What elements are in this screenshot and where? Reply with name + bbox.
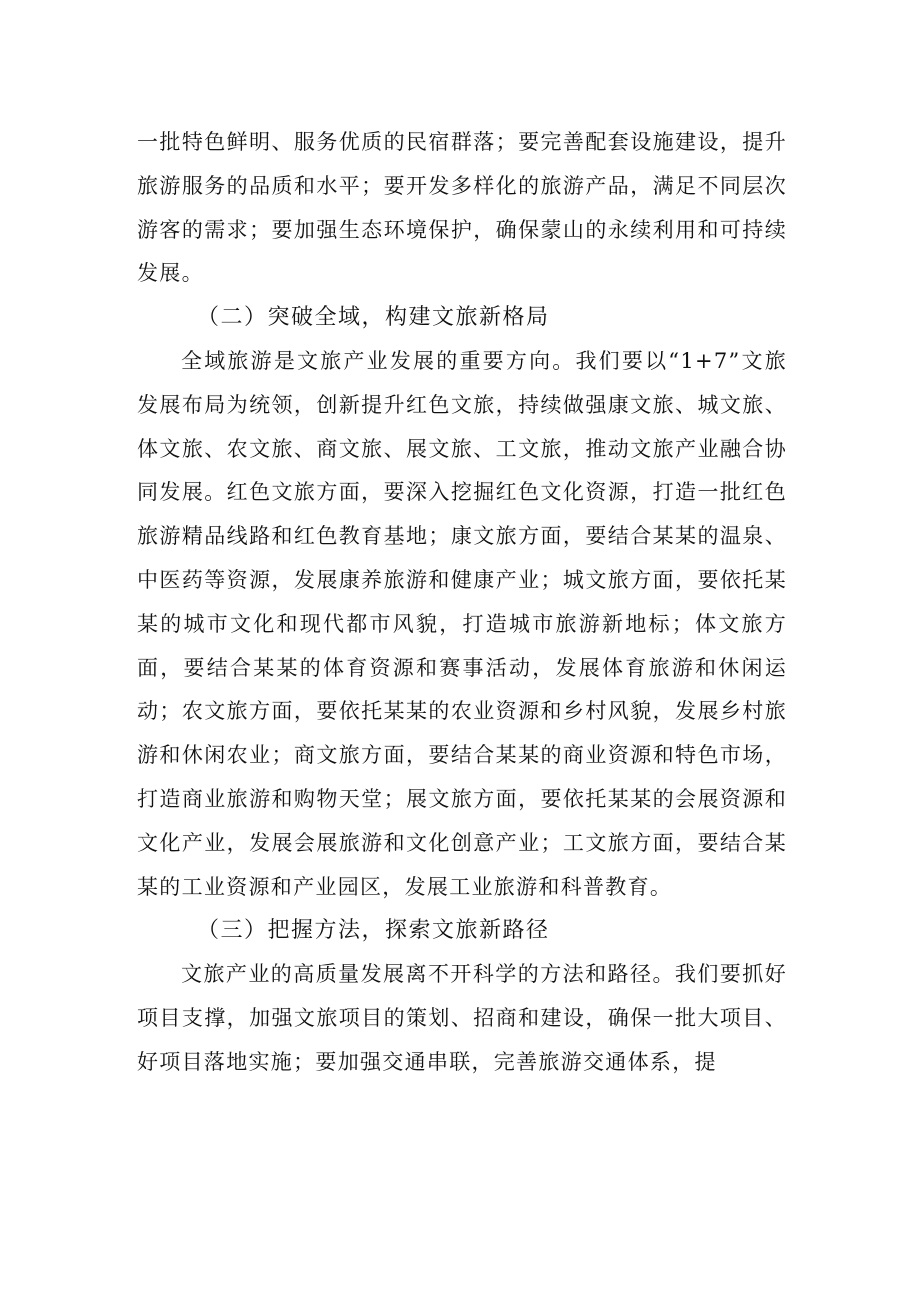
section-heading-3: （三）把握方法，探索文旅新路径 bbox=[197, 918, 550, 944]
section-heading-2: （二）突破全域，构建文旅新格局 bbox=[197, 305, 550, 331]
paragraph-section-3: 文旅产业的高质量发展离不开科学的方法和路径。我们要抓好项目支撑，加强文旅项目的策划、招商和建设，确保一批大项目、好项目落地实施；要加强交通串联，完善旅游交通体系，提 bbox=[137, 962, 787, 1074]
paragraph-continued: 一批特色鲜明、服务优质的民宿群落；要完善配套设施建设，提升旅游服务的品质和水平；要开发多样化的旅游产品，满足不同层次游客的需求；要加强生态环境保护，确保蒙山的永续利用和可持续发展。 bbox=[137, 130, 787, 286]
document-body bbox=[137, 121, 787, 1085]
paragraph-section-2: 全域旅游是文旅产业发展的重要方向。我们要以“1+7”文旅发展布局为统领，创新提升红色文旅，持续做强康文旅、城文旅、体文旅、农文旅、商文旅、展文旅、工文旅，推动文旅产业融合协同发展。红色文旅方面，要深入挖掘红色文化资源，打造一批红色旅游精品线路和红色教育基地；康文旅方面，要结合某某的温泉、中医药等资源，发展康养旅游和健康产业；城文旅方面，要依托某某的城市文化和现代都市风貌，打造城市旅游新地标；体文旅方面，要结合某某的体育资源和赛事活动，发展体育旅游和休闲运动；农文旅方面，要依托某某的农业资源和乡村风貌，发展乡村旅游和休闲农业；商文旅方面，要结合某某的商业资源和特色市场，打造商业旅游和购物天堂；展文旅方面，要依托某某的会展资源和文化产业，发展会展旅游和文化创意产业；工文旅方面，要结合某某的工业资源和产业园区，发展工业旅游和科普教育。 bbox=[137, 348, 787, 899]
